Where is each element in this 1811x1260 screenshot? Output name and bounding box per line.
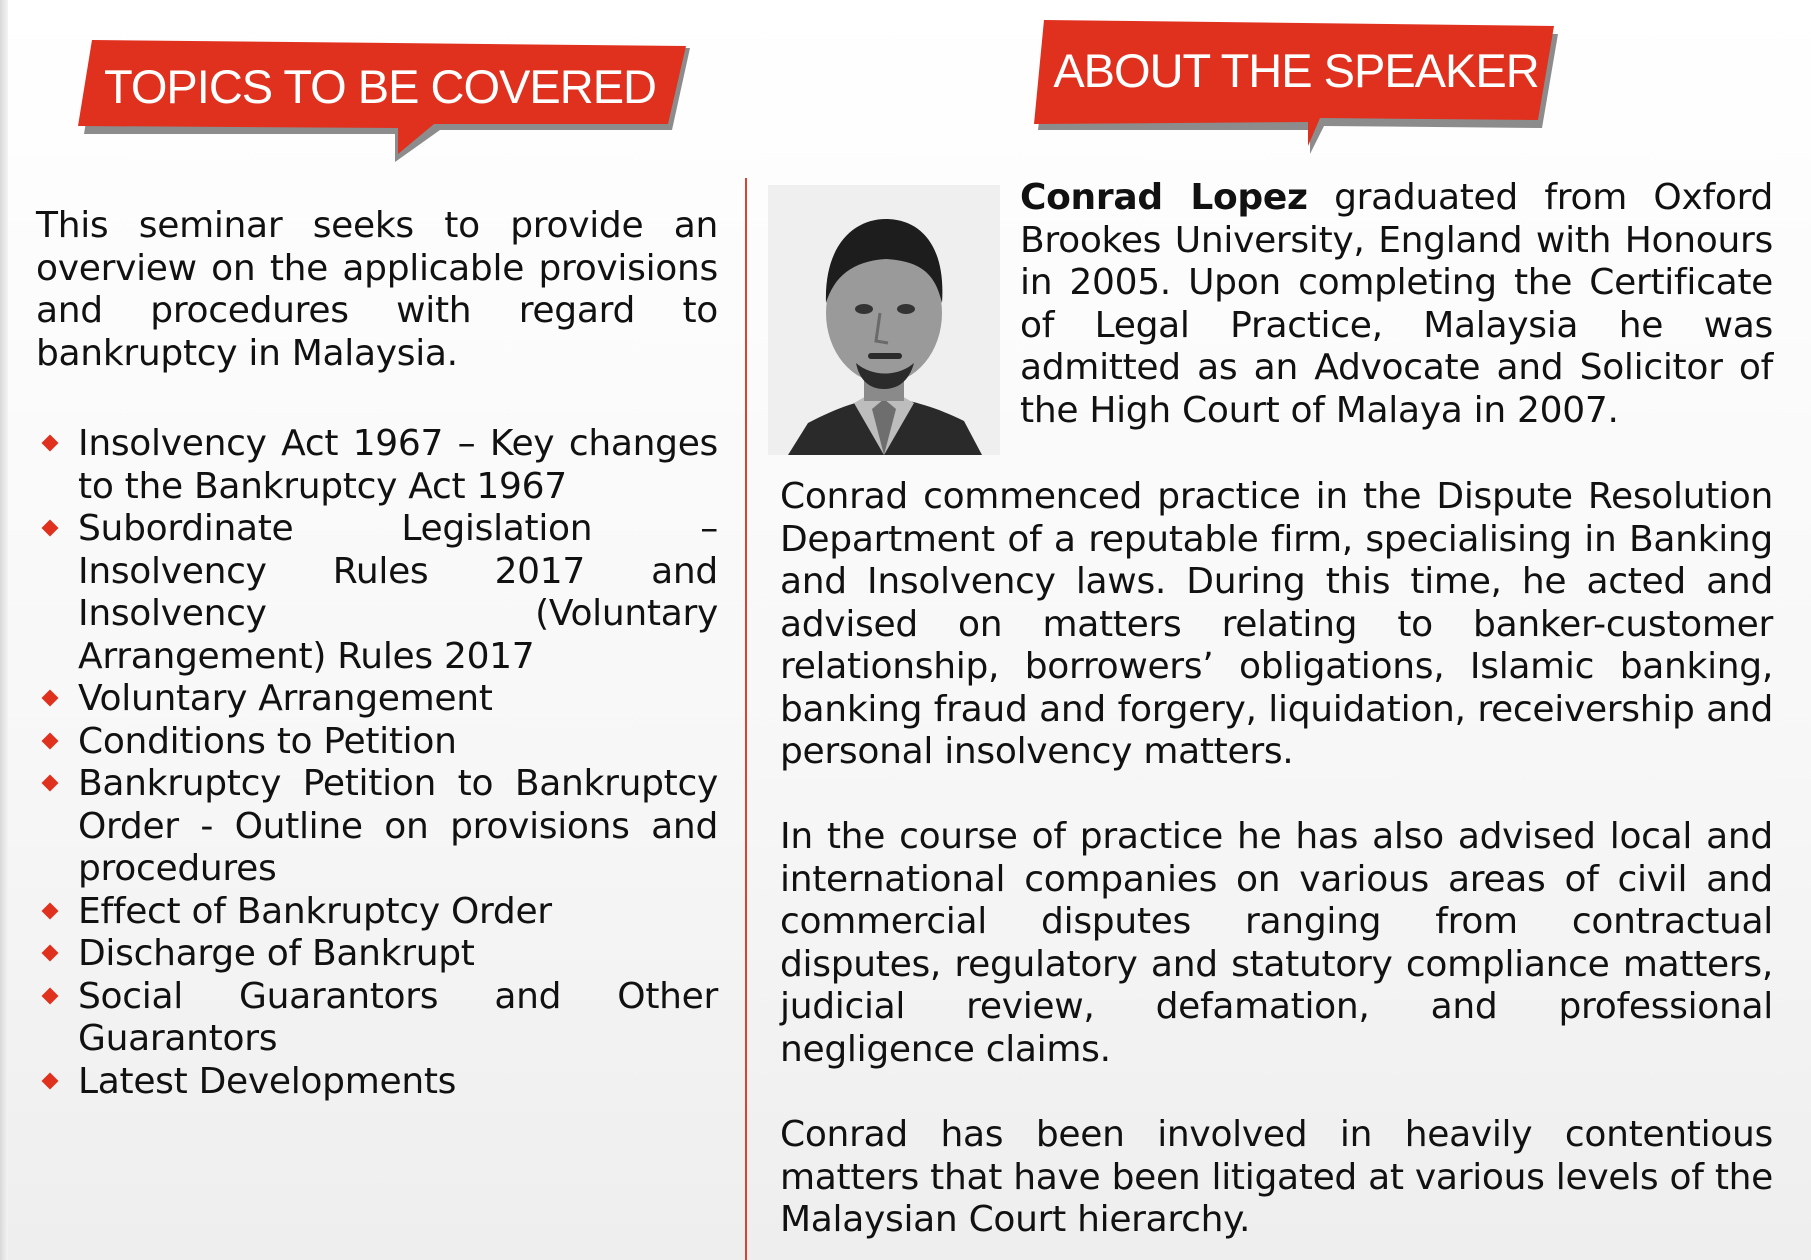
page-left-edge: [0, 0, 8, 1260]
diamond-bullet-icon: [42, 987, 59, 1004]
diamond-bullet-icon: [42, 1072, 59, 1089]
topic-item: [36, 423, 718, 508]
topic-text: Insolvency Act 1967 – Key changes to the Bankruptcy Act 1967: [78, 423, 718, 507]
bio-paragraph-3: In the course of practice he has also advised local and international companies on various areas of civil and commercial disputes ranging from contractual disputes, regulatory and statutory compliance matters, judicial review, defamation, and professional negligence claims.: [780, 816, 1773, 1070]
topic-text: Latest Developments: [78, 1060, 457, 1102]
topic-item: [36, 508, 718, 678]
topics-column: [36, 205, 718, 1102]
topic-text: Effect of Bankruptcy Order: [78, 890, 552, 932]
diamond-bullet-icon: [42, 690, 59, 707]
topic-item: [36, 1061, 718, 1104]
bio-paragraph-1: [1020, 177, 1773, 432]
speaker-heading: ABOUT THE SPEAKER: [1053, 44, 1539, 97]
bio-paragraph-2: Conrad commenced practice in the Dispute Resolution Department of a reputable firm, specialising in Banking and Insolvency laws. During this time, he acted and advised on matters relating to banker-customer relationship, borrowers’ obligations, Islamic banking, banking fraud and forgery, liquidation, receivership and personal insolvency matters.: [780, 476, 1773, 772]
topic-text: Discharge of Bankrupt: [78, 933, 475, 974]
topic-item: [36, 891, 718, 934]
topic-text: Bankruptcy Petition to Bankruptcy Order - Outline on provisions and procedures: [78, 763, 718, 889]
topic-text: Social Guarantors and Other Guarantors: [78, 975, 718, 1059]
speaker-portrait-image: [768, 185, 1000, 455]
topic-text: Voluntary Arrangement: [78, 678, 493, 719]
topic-text: Subordinate Legislation – Insolvency Rules 2017 and Insolvency (Voluntary Arrangement) Rules 2017: [78, 508, 718, 677]
topic-item: [36, 678, 718, 721]
topics-heading: TOPICS TO BE COVERED: [104, 60, 656, 113]
topic-text: Conditions to Petition: [78, 720, 457, 762]
topic-item: [36, 721, 718, 764]
speaker-banner: [1034, 20, 1558, 156]
diamond-bullet-icon: [42, 732, 59, 749]
diamond-bullet-icon: [42, 945, 59, 962]
seminar-intro: This seminar seeks to provide an overview on the applicable provisions and procedures with regard to bankruptcy in Malaysia.: [36, 205, 718, 374]
bio-paragraph-1-text: graduated from Oxford Brookes University, England with Honours in 2005. Upon completing the Certificate of Legal Practice, Malaysia he was admitted as an Advocate and Solicitor of the High Court of Malaya in 2007.: [1020, 177, 1773, 431]
topic-item: [36, 976, 718, 1061]
topic-item: [36, 763, 718, 891]
topics-banner: [78, 40, 690, 166]
bio-paragraph-4: Conrad has been involved in heavily contentious matters that have been litigated at various levels of the Malaysian Court hierarchy.: [780, 1114, 1773, 1240]
diamond-bullet-icon: [42, 902, 59, 919]
topics-list: [36, 423, 718, 1103]
column-divider: [745, 178, 747, 1260]
speaker-photo: [768, 185, 1000, 455]
diamond-bullet-icon: [42, 435, 59, 452]
diamond-bullet-icon: [42, 775, 59, 792]
topic-item: [36, 933, 718, 976]
speaker-name: Conrad Lopez: [1020, 177, 1308, 218]
diamond-bullet-icon: [42, 520, 59, 537]
